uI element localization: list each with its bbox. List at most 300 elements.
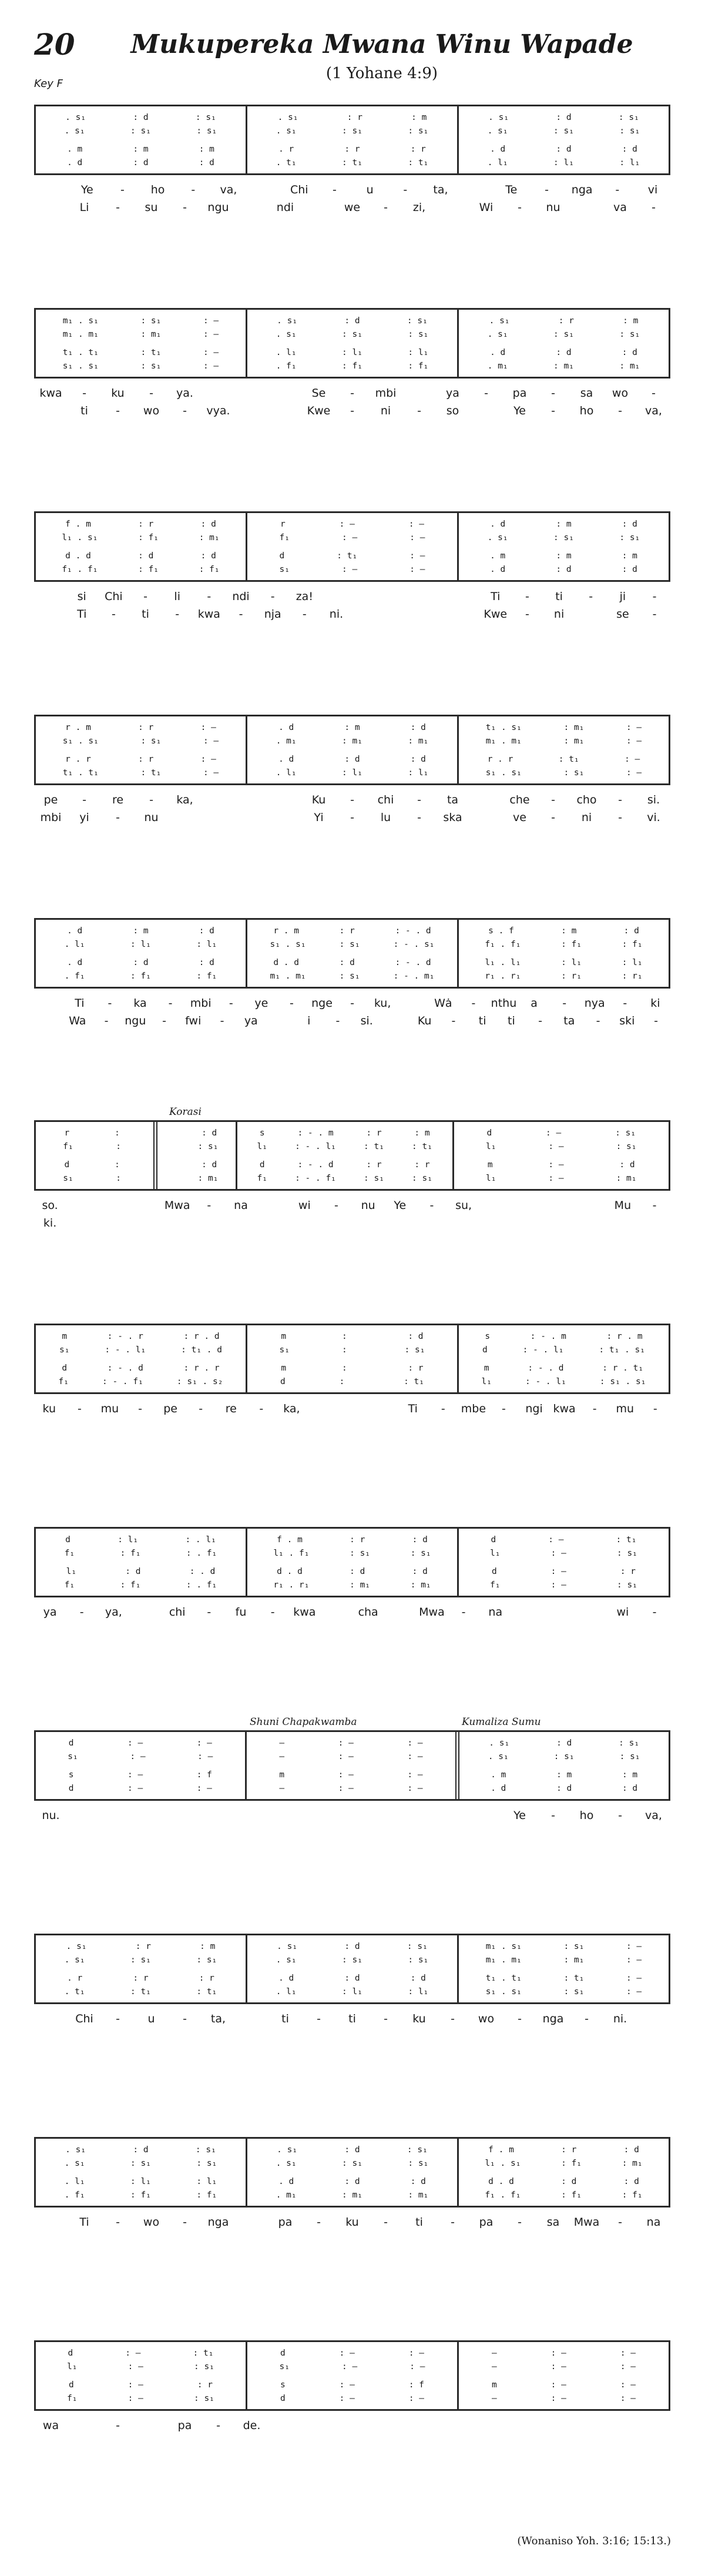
- beat: : f₁: [120, 1580, 141, 1590]
- beat: . s₁: [487, 126, 508, 136]
- syllable: [479, 1214, 511, 1232]
- syllable: -: [183, 2012, 187, 2025]
- beat: m: [279, 1770, 285, 1780]
- beat: : l₁: [130, 2177, 151, 2186]
- syllable: Ye: [80, 183, 93, 196]
- beat: : l₁: [408, 348, 429, 357]
- beat: . m: [491, 1770, 506, 1780]
- beat: m: [281, 1332, 287, 1341]
- syllable: sa: [580, 387, 593, 400]
- syllable: [268, 2417, 302, 2434]
- voice-part: [42, 314, 240, 328]
- beat: : s₁: [619, 1738, 640, 1748]
- syllable: ku,: [374, 997, 391, 1010]
- voice-part: [253, 735, 451, 748]
- syllable: [469, 2417, 503, 2434]
- syllable: -: [183, 201, 187, 214]
- beat: : f₁: [622, 2190, 643, 2200]
- beat: s: [259, 1128, 265, 1138]
- beat: s₁: [63, 1174, 73, 1183]
- measure: [457, 1529, 669, 1596]
- syllable: -: [525, 590, 529, 603]
- beat: : r: [561, 2145, 577, 2155]
- beat: : s₁: [619, 330, 640, 339]
- voice-part: [42, 360, 240, 373]
- beat: s . f: [488, 926, 514, 936]
- syllable: ka,: [283, 1402, 300, 1415]
- beat: : m₁: [342, 736, 362, 746]
- beat: : m₁: [616, 1174, 637, 1183]
- beat: : —: [125, 2349, 141, 2358]
- syllable: si.: [360, 1014, 373, 1027]
- beat: : t₁: [563, 1974, 585, 1983]
- syllable: ni.: [329, 608, 344, 621]
- voice-part: [42, 143, 240, 156]
- beat: . s₁: [66, 1942, 87, 1951]
- beat: s₁: [68, 1752, 78, 1761]
- syllable: -: [82, 793, 86, 806]
- syllable: [448, 1214, 479, 1232]
- measure: [246, 106, 457, 173]
- voice-part: [253, 1362, 451, 1375]
- beat: s₁: [279, 1345, 290, 1355]
- beat: : d: [133, 958, 149, 967]
- syllable: si.: [647, 793, 660, 806]
- syllable: [268, 791, 302, 809]
- measure: [457, 106, 669, 173]
- beat: l₁: [485, 1142, 496, 1151]
- voice-part: [42, 753, 240, 766]
- syllable: [352, 605, 384, 623]
- lyric-line: [34, 605, 670, 623]
- syllable: [34, 588, 66, 605]
- beat: : —: [546, 1128, 562, 1138]
- beat: : s₁: [140, 316, 162, 326]
- voice-part: [465, 1362, 663, 1375]
- voice-part: [253, 346, 451, 360]
- beat: d: [486, 1128, 492, 1138]
- measure: [246, 1325, 457, 1392]
- voice-part: [163, 1140, 230, 1154]
- beat: l₁ . s₁: [62, 533, 98, 542]
- syllable: [168, 809, 202, 826]
- beat: d: [259, 1160, 265, 1170]
- beat: : r: [408, 1364, 424, 1373]
- beat: : r . d: [183, 1332, 220, 1341]
- syllable: so: [446, 404, 459, 417]
- syllable: zi,: [412, 201, 426, 214]
- voice-part: [465, 721, 663, 735]
- syllable: ya: [43, 1606, 57, 1619]
- beat: : s₁: [339, 972, 360, 981]
- syllable: ya,: [105, 1606, 122, 1619]
- syllable: vya.: [206, 404, 230, 417]
- beat: s₁ . s₁: [485, 768, 522, 778]
- beat: . f₁: [64, 972, 85, 981]
- syllable: [235, 809, 268, 826]
- voice-part: [253, 721, 451, 735]
- beat: : —: [550, 2380, 566, 2390]
- voice-part: [465, 938, 663, 952]
- beat: : s₁: [410, 1549, 431, 1558]
- section-labels: [34, 2122, 670, 2137]
- beat: : l₁: [408, 1987, 429, 1997]
- section-label: Kumaliza Sumu: [462, 1716, 541, 1728]
- voice-part: [465, 2143, 663, 2157]
- syllable: [469, 1807, 503, 1824]
- beat: f₁: [490, 1580, 501, 1590]
- beat: m₁ . s₁: [62, 316, 99, 326]
- beat: : - . d: [528, 1364, 564, 1373]
- syllable: va: [613, 201, 627, 214]
- section-labels: [34, 293, 670, 308]
- measure: [457, 716, 669, 783]
- syllable: [570, 199, 603, 216]
- beat: : —: [626, 723, 642, 732]
- syllable: [34, 2213, 68, 2231]
- voice-part: [465, 924, 663, 938]
- beat: : m₁: [199, 533, 220, 542]
- syllable: -: [82, 387, 86, 400]
- voice-part: [42, 1954, 240, 1967]
- measure: [457, 920, 669, 987]
- syllable: -: [484, 387, 488, 400]
- beat: : —: [626, 736, 642, 746]
- syllable: [235, 1807, 268, 1824]
- beat: . s₁: [65, 2145, 86, 2155]
- beat: : —: [620, 2380, 636, 2390]
- voice-part: [460, 1158, 663, 1172]
- beat: r . r: [487, 755, 513, 764]
- lyric-line: [34, 2213, 670, 2231]
- voice-part: [253, 1972, 451, 1985]
- beat: : —: [409, 533, 425, 542]
- syllable: -: [77, 1402, 82, 1415]
- beat: . m: [490, 551, 506, 561]
- voice-part: [460, 1172, 663, 1185]
- footer-reference: (Wonaniso Yoh. 3:16; 15:13.): [517, 2535, 671, 2547]
- beat: m₁ . m₁: [485, 736, 522, 746]
- syllable: nthu: [491, 997, 517, 1010]
- measure: [245, 1732, 456, 1799]
- measure: [36, 106, 246, 173]
- syllable: [436, 1807, 469, 1824]
- beat: f . m: [488, 2145, 514, 2155]
- beat: : —: [408, 2394, 425, 2403]
- beat: : . f₁: [186, 1549, 217, 1558]
- beat: : s₁: [342, 2159, 362, 2168]
- voice-part: [253, 1737, 450, 1750]
- syllable: chi: [169, 1606, 186, 1619]
- beat: : d: [556, 348, 572, 357]
- beat: . s₁: [276, 1955, 297, 1965]
- section-labels: [34, 1105, 670, 1120]
- beat: f₁: [67, 2394, 78, 2403]
- beat: : —: [200, 755, 216, 764]
- score-system: [34, 1512, 670, 1621]
- beat: : d: [619, 1160, 635, 1170]
- voice-part: [253, 2175, 451, 2189]
- beat: . t₁: [64, 1987, 85, 1997]
- beat: : d: [410, 723, 426, 732]
- beat: : l₁: [342, 1987, 362, 1997]
- voice-part: [42, 1362, 240, 1375]
- beat: l₁: [481, 1377, 492, 1386]
- beat: d: [68, 1738, 74, 1748]
- voice-part: [163, 1158, 230, 1172]
- syllable: -: [618, 793, 622, 806]
- syllable: [402, 1807, 436, 1824]
- syllable: wo: [612, 387, 629, 400]
- syllable: [575, 605, 607, 623]
- measure: [246, 2342, 457, 2409]
- lyric-line: [34, 199, 670, 216]
- beat: : s₁: [412, 1174, 432, 1183]
- syllable: se: [616, 608, 629, 621]
- beat: s₁ . s₁: [62, 361, 99, 371]
- voice-part: [253, 2360, 451, 2374]
- beat: d . d: [277, 1567, 303, 1576]
- syllable: [34, 605, 66, 623]
- staff: [34, 1120, 670, 1191]
- voice-part: [465, 518, 663, 531]
- beat: —: [491, 2349, 497, 2358]
- syllable: Chi: [105, 590, 123, 603]
- hymn-title: Mukupereka Mwana Winu Wapade: [130, 29, 633, 59]
- syllable: Li: [79, 201, 89, 214]
- beat: : - . s₁: [393, 940, 435, 949]
- beat: : —: [626, 768, 642, 778]
- syllable: -: [104, 1014, 109, 1027]
- beat: . s₁: [488, 1752, 509, 1761]
- syllable: [193, 1214, 225, 1232]
- syllable: [352, 1214, 384, 1232]
- syllable: ti: [281, 2012, 289, 2025]
- beat: : s₁: [618, 113, 639, 122]
- beat: . l₁: [276, 348, 297, 357]
- beat: : d: [138, 551, 154, 561]
- beat: : s₁: [196, 1955, 217, 1965]
- voice-part: [42, 1375, 240, 1389]
- beat: : f₁: [199, 565, 220, 574]
- measure: [36, 2342, 246, 2409]
- beat: : . l₁: [185, 1535, 216, 1545]
- syllable: ngi: [525, 1402, 543, 1415]
- syllable: [436, 199, 469, 216]
- syllable: -: [562, 997, 567, 1010]
- syllable: -: [618, 811, 622, 824]
- voice-part: [42, 1533, 240, 1547]
- syllable: -: [652, 1606, 657, 1619]
- beat: s₁: [279, 2362, 290, 2371]
- beat: : . f₁: [186, 1580, 217, 1590]
- voice-part: [42, 518, 240, 531]
- syllable: [225, 1214, 257, 1232]
- syllable: -: [183, 404, 187, 417]
- syllable: [129, 1214, 161, 1232]
- beat: : s₁: [197, 1142, 219, 1151]
- beat: : d: [622, 565, 637, 574]
- measure: [36, 920, 246, 987]
- beat: : —: [203, 330, 219, 339]
- voice-part: [465, 143, 663, 156]
- beat: : —: [342, 565, 358, 574]
- beat: :: [342, 1332, 352, 1341]
- beat: : d: [344, 2177, 360, 2186]
- beat: : r₁: [561, 972, 582, 981]
- beat: . m₁: [487, 361, 508, 371]
- beat: . l₁: [64, 2177, 85, 2186]
- beat: : f₁: [561, 940, 582, 949]
- voice-part: [465, 735, 663, 748]
- syllable: -: [654, 1014, 658, 1027]
- beat: : —: [408, 520, 425, 529]
- voice-part: [42, 1172, 147, 1185]
- beat: . s₁: [277, 113, 298, 122]
- syllable: ku: [345, 2216, 359, 2229]
- syllable: va,: [645, 404, 662, 417]
- syllable: wi: [616, 1606, 629, 1619]
- beat: : m₁: [410, 1580, 431, 1590]
- syllable: -: [162, 1014, 166, 1027]
- voice-part: [253, 1750, 450, 1764]
- beat: :: [342, 1364, 352, 1373]
- beat: : m: [133, 926, 149, 936]
- syllable: -: [525, 608, 529, 621]
- lyric-line: [34, 588, 670, 605]
- measure: [246, 716, 457, 783]
- beat: . s₁: [276, 330, 297, 339]
- score-system: [34, 903, 670, 1030]
- syllable: de.: [243, 2419, 261, 2432]
- syllable: kwa: [553, 1402, 576, 1415]
- measure: [236, 1122, 452, 1189]
- syllable: -: [149, 387, 153, 400]
- syllable: pa: [512, 387, 527, 400]
- syllable: Se: [311, 387, 326, 400]
- syllable: ta,: [433, 183, 448, 196]
- beat: s: [68, 1770, 74, 1780]
- syllable: Yi: [314, 811, 324, 824]
- syllable: [320, 1214, 352, 1232]
- voice-part: [42, 2360, 240, 2374]
- voice-part: [42, 125, 240, 138]
- syllable: -: [441, 1402, 445, 1415]
- syllable: ta,: [210, 2012, 226, 2025]
- syllable: re: [112, 793, 124, 806]
- syllable: [302, 2417, 335, 2434]
- staff: [34, 2340, 670, 2411]
- syllable: nu: [546, 201, 560, 214]
- syllable: -: [451, 2216, 455, 2229]
- syllable: pa: [177, 2419, 192, 2432]
- staff: [34, 1324, 670, 1394]
- syllable: -: [451, 1014, 456, 1027]
- beat: : f: [408, 2380, 425, 2390]
- beat: : t₁: [364, 1142, 384, 1151]
- voice-part: [465, 1330, 663, 1344]
- beat: . s₁: [488, 113, 509, 122]
- voice-part: [253, 1533, 451, 1547]
- syllable: Mwa: [573, 2216, 600, 2229]
- syllable: -: [259, 1402, 264, 1415]
- syllable: ti: [508, 1014, 515, 1027]
- voice-part: [253, 924, 451, 938]
- syllable: nu: [361, 1199, 375, 1212]
- syllable: [570, 2417, 603, 2434]
- syllable: -: [417, 793, 421, 806]
- beat: : l₁: [619, 158, 640, 168]
- syllable: ni: [581, 811, 592, 824]
- voice-part: [465, 156, 663, 170]
- voice-part: [253, 111, 451, 125]
- beat: : s₁: [196, 2159, 217, 2168]
- key-signature: Key F: [34, 78, 63, 90]
- voice-part: [42, 1158, 147, 1172]
- section-labels: [34, 1715, 670, 1730]
- syllable: ska: [443, 811, 462, 824]
- voice-part: [465, 125, 663, 138]
- beat: : m: [414, 1128, 430, 1138]
- voice-part: [42, 550, 240, 563]
- beat: : d: [350, 1567, 365, 1576]
- measure: [246, 2139, 457, 2206]
- lyric-line: [34, 1012, 670, 1030]
- syllable: -: [116, 2012, 120, 2025]
- voice-part: [253, 328, 451, 341]
- beat: s₁: [59, 1345, 70, 1355]
- beat: : t₁: [404, 1377, 424, 1386]
- beat: : d: [623, 2177, 639, 2186]
- beat: : f₁: [561, 2190, 582, 2200]
- beat: : f₁: [622, 940, 643, 949]
- syllable: si: [77, 590, 86, 603]
- syllable: [543, 1214, 575, 1232]
- beat: : r: [199, 1974, 214, 1983]
- voice-part: [42, 2392, 240, 2406]
- beat: : s₁: [342, 1955, 362, 1965]
- measure: [36, 1935, 246, 2002]
- syllable: -: [653, 1402, 657, 1415]
- beat: : —: [620, 2349, 636, 2358]
- beat: . t₁: [276, 158, 297, 168]
- syllable: -: [403, 183, 408, 196]
- beat: : d: [344, 316, 360, 326]
- syllable: mu: [616, 1402, 634, 1415]
- voice-part: [253, 753, 451, 766]
- syllable: -: [168, 997, 173, 1010]
- syllable: [320, 588, 352, 605]
- beat: :: [339, 1377, 350, 1386]
- syllable: [367, 1400, 398, 1418]
- beat: f₁ . f₁: [485, 940, 521, 949]
- beat: . s₁: [64, 2159, 85, 2168]
- voice-part: [243, 1172, 446, 1185]
- syllable: -: [384, 2216, 388, 2229]
- syllable: -: [317, 2012, 321, 2025]
- beat: : m: [200, 1942, 216, 1951]
- syllable: -: [652, 590, 657, 603]
- beat: . d: [490, 565, 506, 574]
- beat: f₁: [64, 1580, 75, 1590]
- beat: —: [491, 2394, 497, 2403]
- beat: —: [279, 1752, 285, 1761]
- syllable: [235, 2213, 268, 2231]
- syllable: wo: [143, 404, 160, 417]
- syllable: [34, 994, 65, 1012]
- beat: : m₁: [563, 723, 585, 732]
- beat: r . m: [65, 723, 91, 732]
